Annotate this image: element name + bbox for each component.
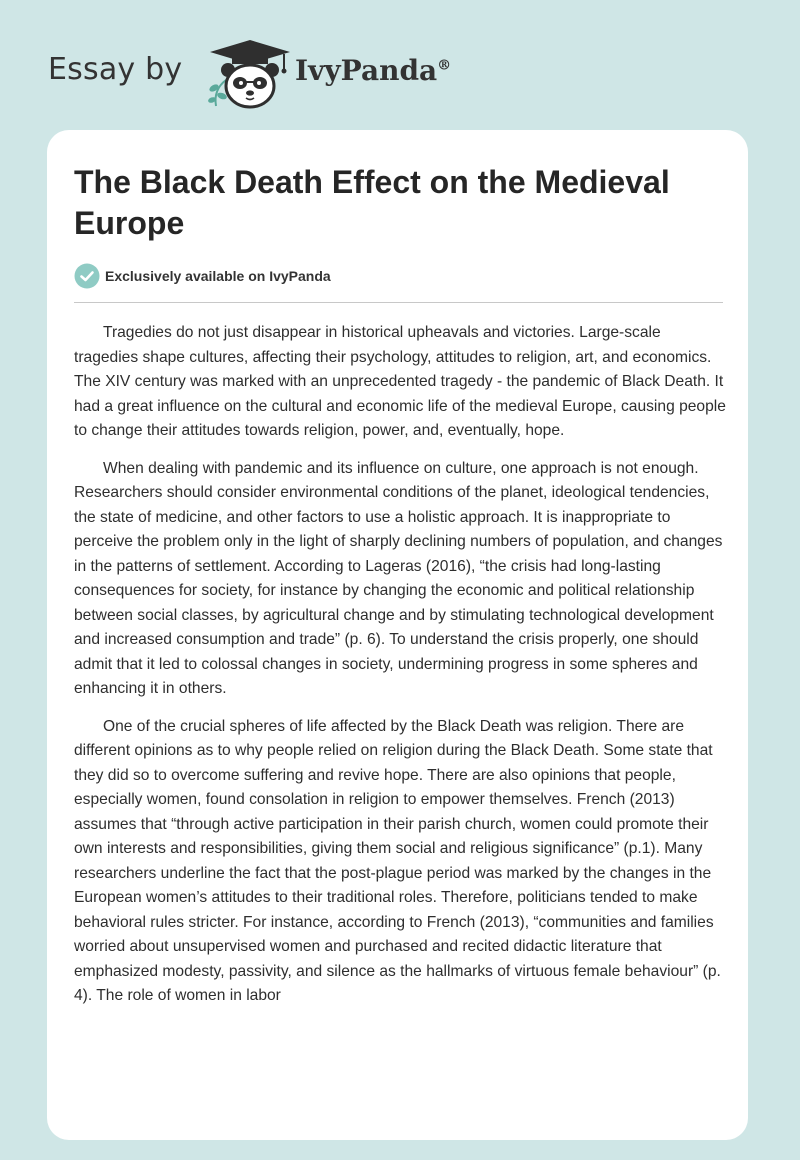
exclusive-badge <box>74 263 474 289</box>
brand-prefix: Essay by <box>48 52 183 87</box>
check-circle-icon <box>74 263 100 289</box>
essay-card <box>47 130 748 1140</box>
paragraph: Tragedies do not just disappear in historical upheavals and victories. Large-scale tragedies shape cultures, affecting their psychology, attitudes to religion, art, and economics. The XIV century was marked with an unprecedented tragedy - the pandemic of Black Death. It had a great influence on the cultural and economic life of the medieval Europe, causing people to change their attitudes towards religion, power, and, eventually, hope. <box>74 324 726 439</box>
page-title: The Black Death Effect on the Medieval Europe <box>74 164 670 241</box>
article-body <box>74 321 726 1022</box>
brand-name: IvyPanda® <box>295 54 452 87</box>
paragraph: When dealing with pandemic and its influence on culture, one approach is not enough. Researchers should consider environmental conditions of the planet, ideological tendencies, the state of medicine, and other factors to use a holistic approach. It is inappropriate to perceive the problem only in the light of sharply declining numbers of population, and changes in the patterns of settlement. According to Lageras (2016), “the crisis had long-lasting consequences for society, for instance by changing the economic and political relationship between social classes, by agricultural change and by stimulating technological development and increased consumption and trade” (p. 6). To understand the crisis properly, one should admit that it led to colossal changes in society, undermining progress in some spheres and enhancing it in others. <box>74 459 723 697</box>
exclusive-label: Exclusively available on IvyPanda <box>105 268 331 284</box>
brand-header <box>48 36 508 110</box>
paragraph: One of the crucial spheres of life affected by the Black Death was religion. There are different opinions as to why people relied on religion during the Black Death. Some state that they did so to overcome suffering and revive hope. There are also opinions that people, especially women, found consolation in religion to empower themselves. French (2013) assumes that “through active participation in their parish church, women could promote their own interests and responsibilities, giving them social and religious significance” (p.1). Many researchers underline the fact that the post-plague period was marked by the changes in the European women’s attitudes to their traditional roles. Therefore, politicians tended to make behavioral rules stricter. For instance, according to French (2013), “communities and families worried about unsupervised women and purchased and recited didactic literature that emphasized modesty, passivity, and silence as the hallmarks of virtuous female behaviour” (p. 4). The role of women in labor <box>74 717 721 1004</box>
panda-graduate-icon <box>202 36 298 110</box>
divider <box>74 302 723 303</box>
